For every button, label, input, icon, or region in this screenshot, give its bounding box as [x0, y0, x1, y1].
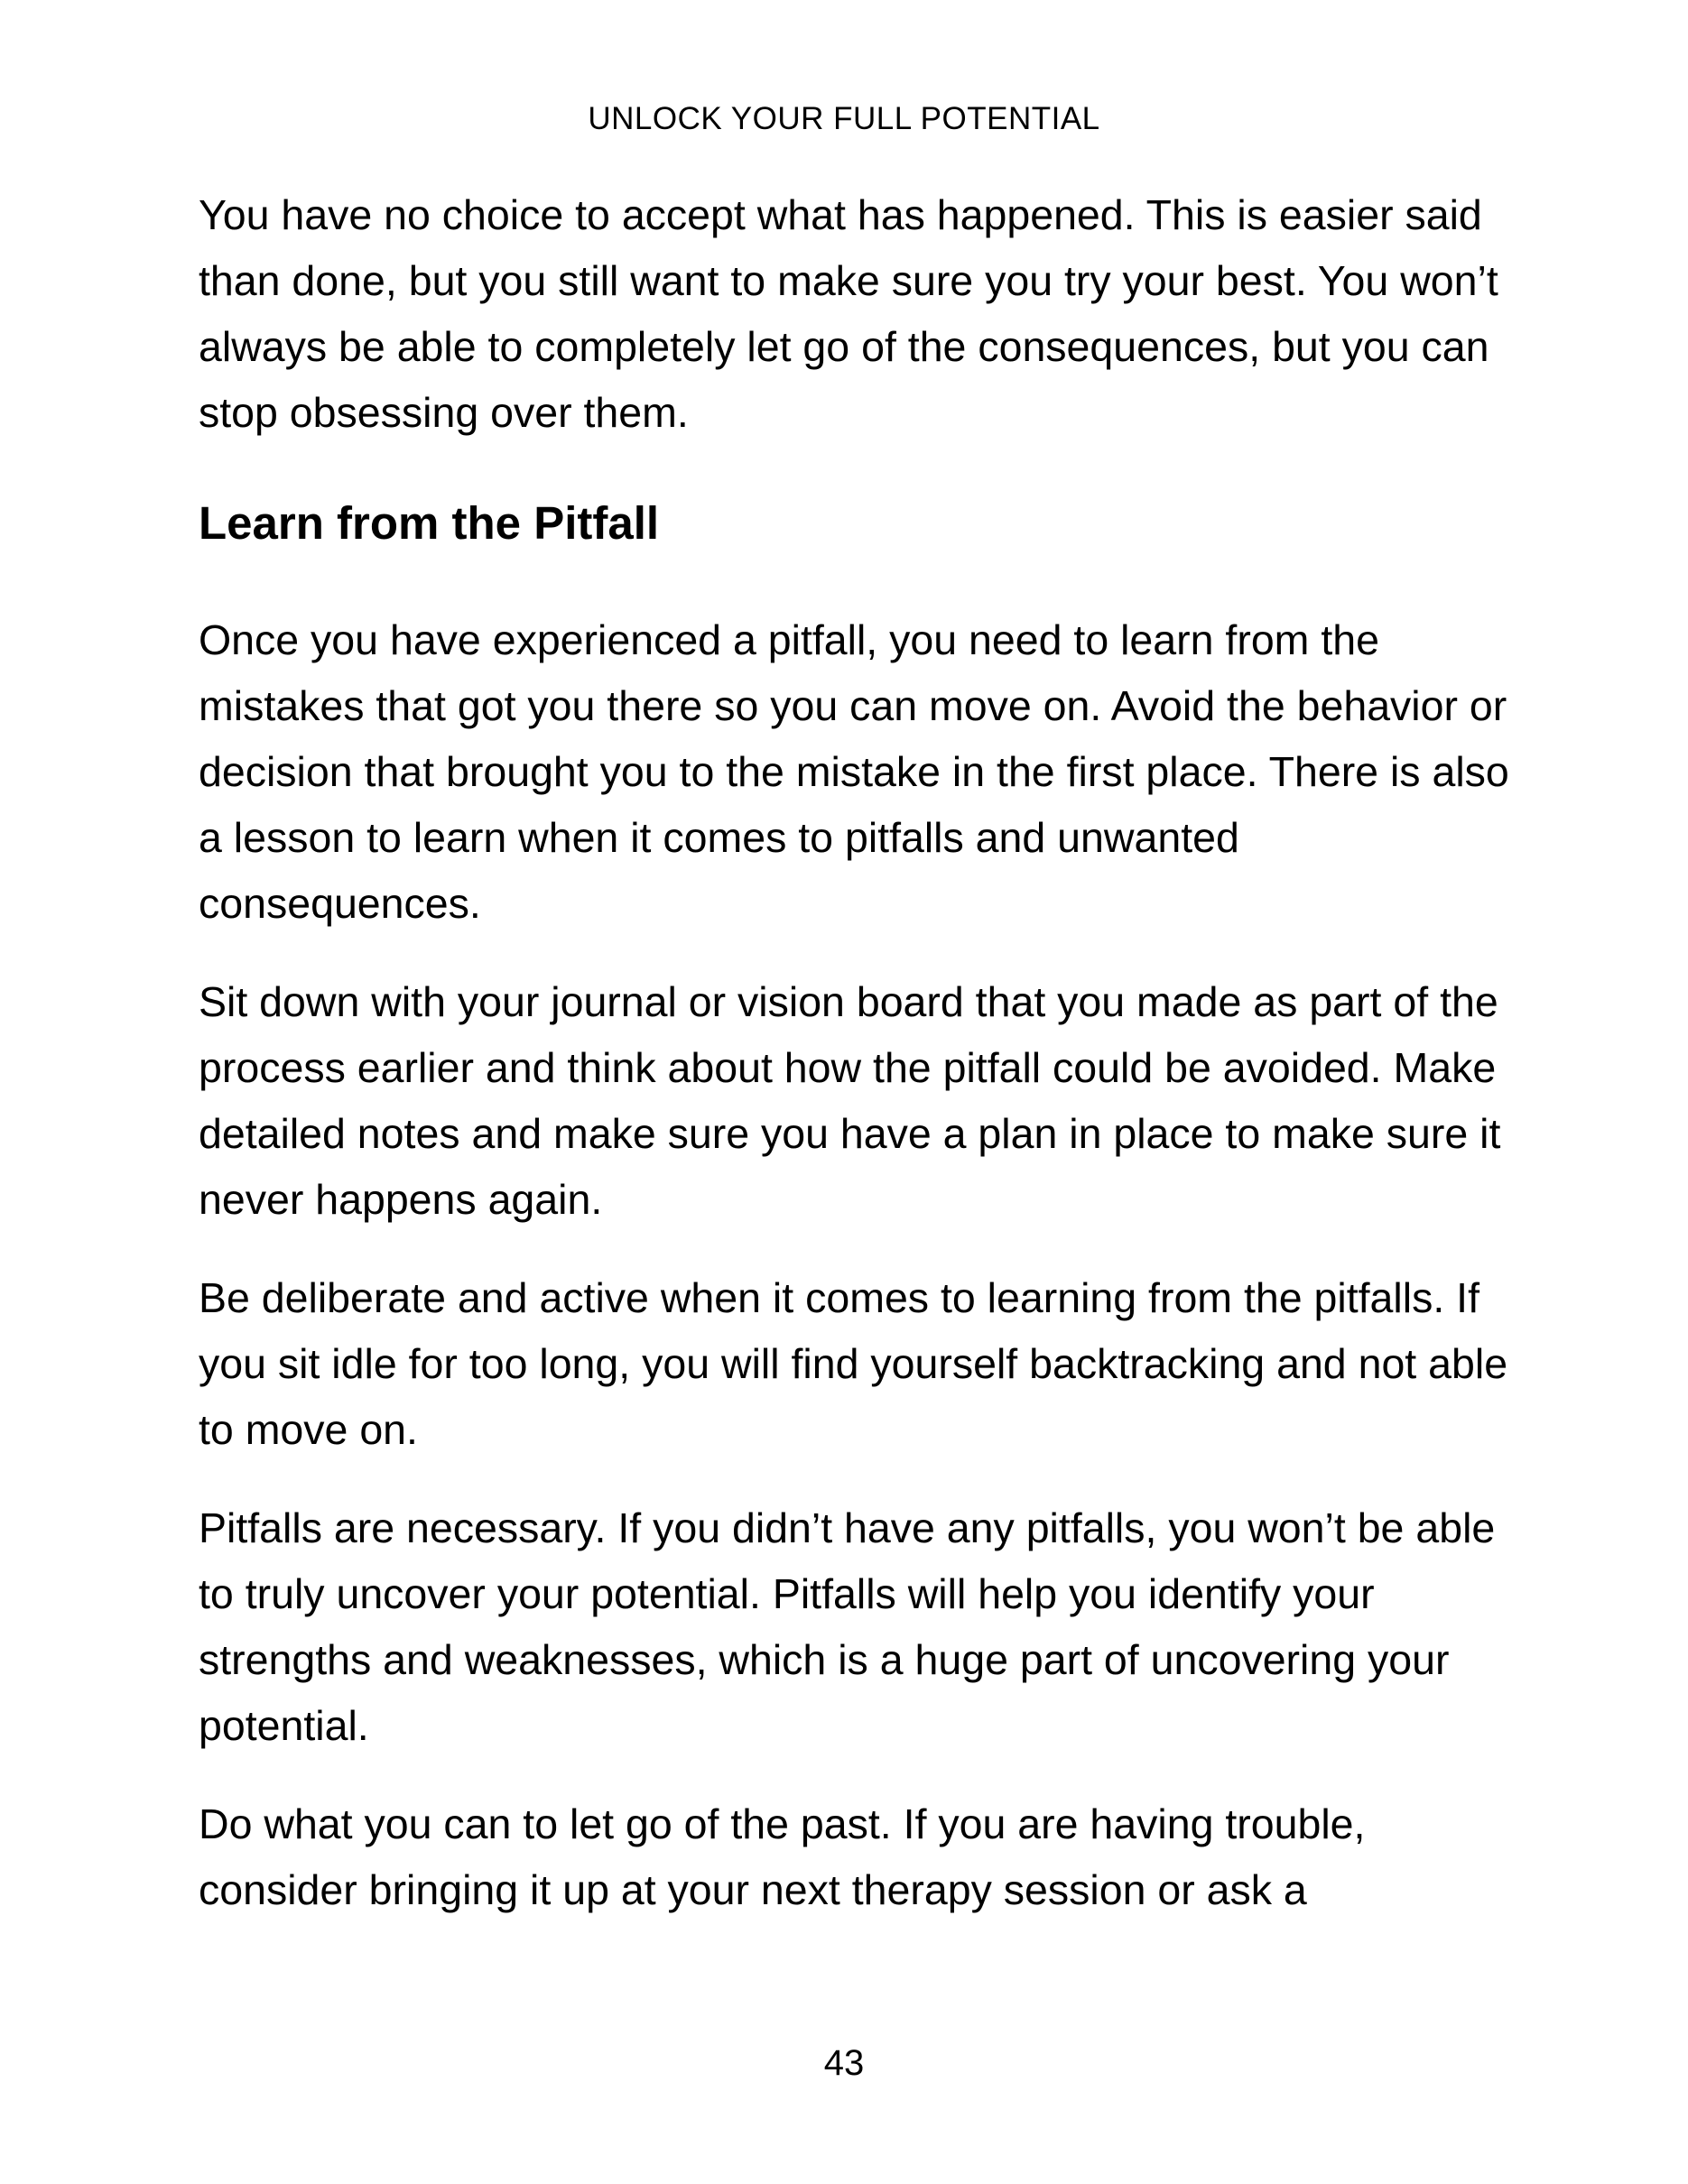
page-body [199, 182, 1516, 1923]
body-paragraph-3: Be deliberate and active when it comes to learning from the pitfalls. If you sit idle for too long, you will find yourself backtracking and not able to move on. [199, 1274, 1508, 1453]
body-paragraph-1: Once you have experienced a pitfall, you need to learn from the mistakes that got you there so you can move on. Avoid the behavior or decision that brought you to the mistake in the first place. There is also a lesson to learn when it comes to pitfalls and unwanted consequences. [199, 616, 1509, 927]
running-header: UNLOCK YOUR FULL POTENTIAL [588, 101, 1100, 136]
body-paragraph-2: Sit down with your journal or vision board that you made as part of the process earlier and think about how the pitfall could be avoided. Make detailed notes and make sure you have a plan in place to make sure it never happens again. [199, 978, 1501, 1223]
body-paragraph-4: Pitfalls are necessary. If you didn’t have any pitfalls, you won’t be able to truly uncover your potential. Pitfalls will help you identify your strengths and weaknesses, which is a huge part of uncovering your potential. [199, 1504, 1496, 1749]
body-paragraph-5: Do what you can to let go of the past. If you are having trouble, consider bringing it up at your next therapy session or ask a [199, 1800, 1366, 1913]
intro-paragraph: You have no choice to accept what has happened. This is easier said than done, but you still want to make sure you try your best. You won’t always be able to completely let go of the consequences, but you can stop obsessing over them. [199, 191, 1498, 436]
section-heading: Learn from the Pitfall [199, 497, 660, 549]
page-number: 43 [823, 2043, 865, 2083]
